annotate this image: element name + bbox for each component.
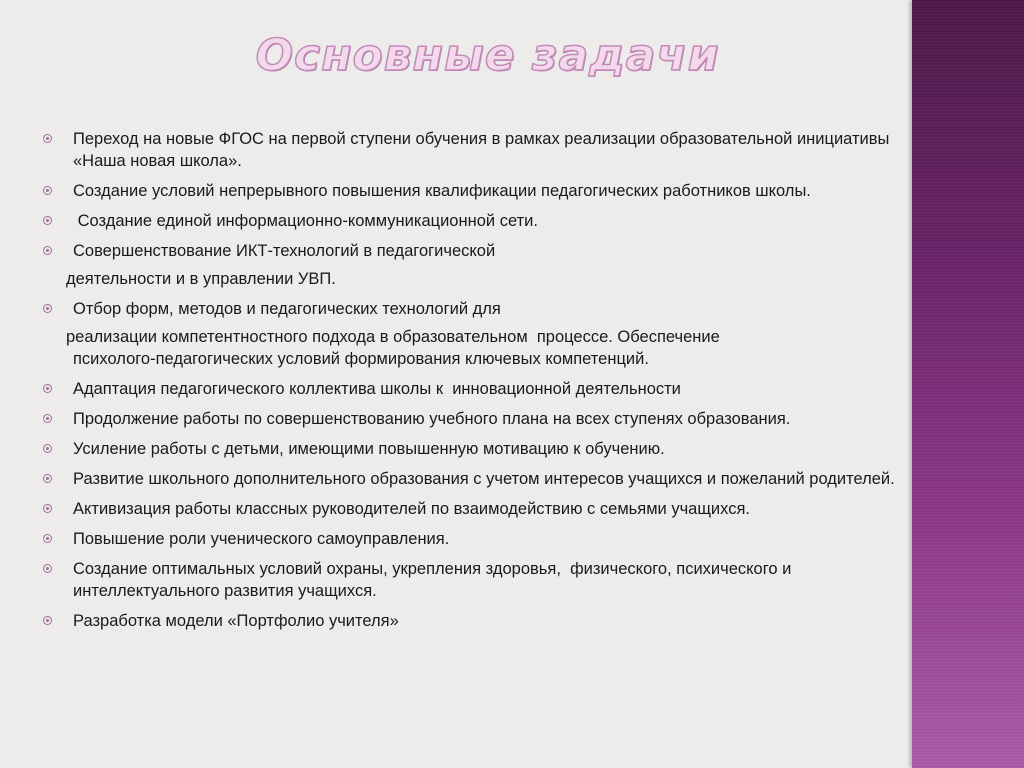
list-item bbox=[40, 408, 940, 430]
list-item-text: Развитие школьного дополнительного образования с учетом интересов учащихся и пожеланий родителей. bbox=[73, 470, 895, 488]
bullet-icon bbox=[43, 134, 52, 143]
bullet-icon bbox=[43, 186, 52, 195]
list-item bbox=[40, 240, 940, 262]
list-item bbox=[40, 210, 940, 232]
slide-title: Основные задачи bbox=[255, 30, 720, 81]
list-item-text: Усиление работы с детьми, имеющими повышенную мотивацию к обучению. bbox=[73, 440, 665, 458]
list-item-text: Активизация работы классных руководителей по взаимодействию с семьями учащихся. bbox=[73, 500, 750, 518]
bullet-icon bbox=[43, 504, 52, 513]
list-item-text: Создание единой информационно-коммуникационной сети. bbox=[73, 212, 538, 230]
bullet-icon bbox=[43, 444, 52, 453]
list-item bbox=[40, 438, 940, 460]
list-item-continuation bbox=[40, 268, 940, 290]
list-item bbox=[40, 468, 940, 490]
bullet-icon bbox=[43, 384, 52, 393]
bullet-icon bbox=[43, 534, 52, 543]
list-item-text: психолого-педагогических условий формирования ключевых компетенций. bbox=[73, 350, 649, 368]
list-item bbox=[40, 378, 940, 400]
list-item-text: реализации компетентностного подхода в образовательном процессе. Обеспечение bbox=[66, 328, 720, 346]
list-item bbox=[40, 498, 940, 520]
list-item-text: Отбор форм, методов и педагогических технологий для bbox=[73, 300, 501, 318]
list-item-text: Создание оптимальных условий охраны, укрепления здоровья, физического, психического и интеллектуального развития учащихся. bbox=[73, 560, 796, 600]
bullet-icon bbox=[43, 304, 52, 313]
list-item-text: Продолжение работы по совершенствованию учебного плана на всех ступенях образования. bbox=[73, 410, 791, 428]
list-item bbox=[40, 610, 940, 632]
list-item-text: Переход на новые ФГОС на первой ступени обучения в рамках реализации образовательной инициативы «Наша новая школа». bbox=[73, 130, 890, 170]
list-item bbox=[40, 558, 940, 602]
list-item bbox=[40, 180, 940, 202]
list-item-text: Адаптация педагогического коллектива школы к инновационной деятельности bbox=[73, 380, 681, 398]
bullet-icon bbox=[43, 616, 52, 625]
task-list bbox=[40, 128, 940, 640]
list-item bbox=[40, 128, 940, 172]
list-item-text: Создание условий непрерывного повышения квалификации педагогических работников школы. bbox=[73, 182, 811, 200]
bullet-icon bbox=[43, 474, 52, 483]
bullet-icon bbox=[43, 414, 52, 423]
list-item-continuation bbox=[40, 326, 940, 370]
list-item bbox=[40, 298, 940, 320]
list-item-text: деятельности и в управлении УВП. bbox=[66, 270, 336, 288]
bullet-icon bbox=[43, 246, 52, 255]
bullet-icon bbox=[43, 564, 52, 573]
bullet-icon bbox=[43, 216, 52, 225]
list-item bbox=[40, 528, 940, 550]
list-item-text: Повышение роли ученического самоуправления. bbox=[73, 530, 450, 548]
list-item-text: Совершенствование ИКТ-технологий в педагогической bbox=[73, 242, 496, 260]
list-item-text: Разработка модели «Портфолио учителя» bbox=[73, 612, 399, 630]
